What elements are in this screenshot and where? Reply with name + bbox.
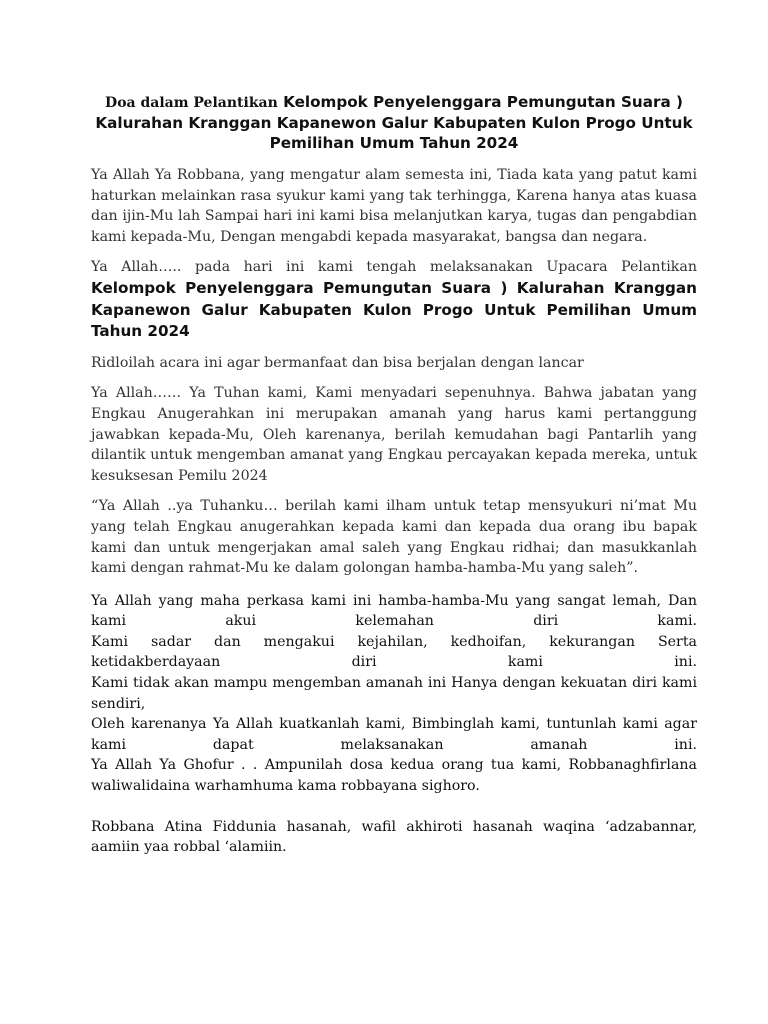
perkasa-line: Ya Allah yang maha perkasa kami ini hamba-hamba-Mu yang sangat lemah, Dan kami akui kelemahan diri kami. [91,592,697,630]
paragraph-ridloilah: Ridloilah acara ini agar bermanfaat dan bisa berjalan dengan lancar [91,354,584,371]
perkasa-line: Ya Allah Ya Ghofur . . Ampunilah dosa kedua orang tua kami, Robbanaghfirlana waliwalidaina warhamhuma kama robbayana sighoro. [91,757,697,795]
paragraph-perkasa [91,591,697,797]
paragraph-opening: Ya Allah Ya Robbana, yang mengatur alam semesta ini, Tiada kata yang patut kami haturkan melainkan rasa syukur kami yang tak terhingga, Karena hanya atas kuasa dan ijin-Mu lah Sampai hari ini kami bisa melanjutkan karya, tugas dan pengabdian kami kepada-Mu, Dengan mengabdi kepada masyarakat, bangsa dan negara. [91,167,697,245]
paragraph-pelantikan [91,257,697,342]
paragraph-menyadari: Ya Allah…… Ya Tuhan kami, Kami menyadari sepenuhnya. Bahwa jabatan yang Engkau Anugerahkan ini merupakan amanah yang harus kami pertanggung jawabkan kepada-Mu, Oleh karenanya, berilah kemudahan bagi Pantarlih yang dilantik untuk mengemban amanat yang Engkau percayakan kepada mereka, untuk kesuksesan Pemilu 2024 [91,385,697,484]
paragraph-pelantikan-lead: Ya Allah….. pada hari ini kami tengah melaksanakan Upacara Pelantikan [91,259,697,276]
document-page [91,92,697,858]
paragraph-pelantikan-bold: Kelompok Penyelenggara Pemungutan Suara ) Kalurahan Kranggan Kapanewon Galur Kabupaten Kulon Progo Untuk Pemilihan Umum Tahun 2024 [91,278,697,341]
document-title [91,92,697,153]
title-main: Kelompok Penyelenggara Pemungutan Suara ) Kalurahan Kranggan Kapanewon Galur Kabupaten Kulon Progo Untuk Pemilihan Umum Tahun 2024 [95,93,693,152]
perkasa-line: Oleh karenanya Ya Allah kuatkanlah kami, Bimbinglah kami, tuntunlah kami agar kami dapat melaksanakan amanah ini. [91,716,697,753]
paragraph-quote: “Ya Allah ..ya Tuhanku… berilah kami ilham untuk tetap mensyukuri ni’mat Mu yang telah Engkau anugerahkan kepada kami dan kepada dua orang ibu bapak kami dan untuk mengerjakan amal saleh yang Engkau ridhai; dan masukkanlah kami dengan rahmat-Mu ke dalam golongan hamba-hamba-Mu yang saleh”. [91,498,697,577]
title-prefix: Doa dalam Pelantikan [105,95,278,111]
paragraph-closing: Robbana Atina Fiddunia hasanah, wafil akhiroti hasanah waqina ‘adzabannar, aamiin yaa robbal ‘alamiin. [91,818,697,856]
perkasa-line: Kami sadar dan mengakui kejahilan, kedhoifan, kekurangan Serta ketidakberdayaan diri kami ini. [91,633,697,671]
perkasa-line: Kami tidak akan mampu mengemban amanah ini Hanya dengan kekuatan diri kami sendiri, [91,675,697,712]
